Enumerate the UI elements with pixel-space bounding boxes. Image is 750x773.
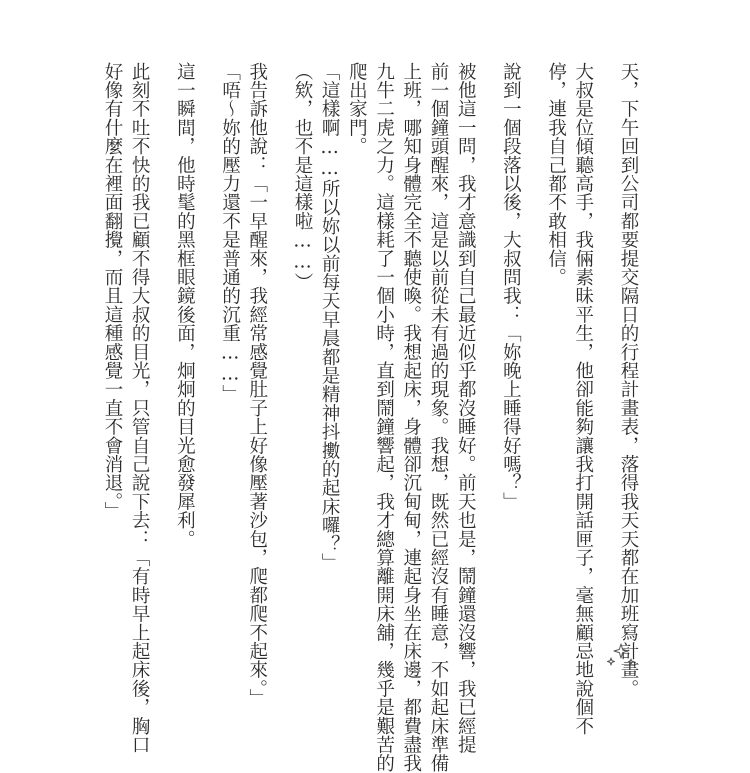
text-line-8: 九牛二虎之力。這樣耗了一個小時，直到鬧鐘響起，我才總算離開床舖，幾乎是艱苦的 xyxy=(373,62,395,773)
text-line-2: 大叔是位傾聽高手，我倆素昧平生，他卻能夠讓我打開話匣子，毫無顧忌地說個不 xyxy=(572,62,594,736)
text-line-15: 此刻不吐不快的我已顧不得大叔的目光，只管自己說下去：「有時早上起床後，胸口 xyxy=(129,62,151,754)
text-line-16: 好像有什麼在裡面翻攪，而且這種感覺一直不會消退。」 xyxy=(101,62,123,521)
text-line-5: 被他這一問，我才意識到自己最近似乎都沒睡好。前天也是，鬧鐘還沒響，我已經提 xyxy=(455,62,477,754)
text-line-4: 說到一個段落以後，大叔問我：「妳晚上睡得好嗎？」 xyxy=(500,62,522,511)
text-line-11: （欸，也不是這樣啦……） xyxy=(291,62,313,292)
text-line-12: 我告訴他說：「一早醒來，我經常感覺肚子上好像壓著沙包，爬都爬不起來。」 xyxy=(246,62,268,708)
text-line-10: 「這樣啊……所以妳以前每天早晨都是精神抖擻的起床囉？」 xyxy=(319,62,341,572)
text-line-13: 「唔～妳的壓力還不是普通的沉重……」 xyxy=(219,62,241,404)
text-line-3: 停，連我自己都不敢相信。 xyxy=(545,62,567,287)
vertical-text-body xyxy=(99,62,642,773)
sparkle-stars-icon xyxy=(604,642,638,670)
text-line-14: 這一瞬間，他時髦的黑框眼鏡後面，炯炯的目光愈發犀利。 xyxy=(174,62,196,549)
text-line-6: 前一個鐘頭醒來，這是以前從未有過的現象。我想，既然已經沒有睡意，不如起床準備 xyxy=(427,62,449,773)
text-line-1: 天，下午回到公司都要提交隔日的行程計畫表，落得我天天都在加班寫計畫。 xyxy=(618,62,639,698)
text-line-7: 上班，哪知身體完全不聽使喚。我想起床，身體卻沉甸甸，連起身坐在床邊，都費盡我 xyxy=(400,62,422,773)
text-line-9: 爬出家門。 xyxy=(346,62,368,156)
